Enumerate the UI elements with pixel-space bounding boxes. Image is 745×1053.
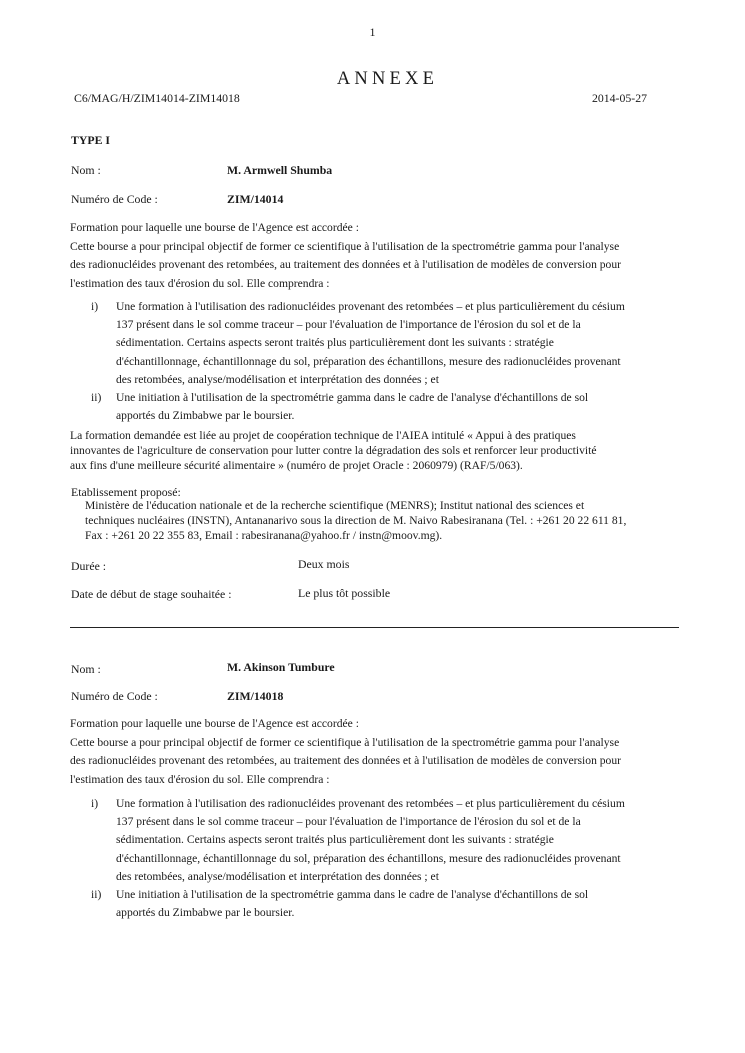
objective-line: Cette bourse a pour principal objectif de former ce scientifique à l'utilisation de la spectrométrie gamma pour l'analyse	[70, 239, 620, 253]
list-item-line: 137 présent dans le sol comme traceur – pour l'évaluation de l'importance de l'érosion du sol et de la	[116, 318, 581, 332]
reference-code: C6/MAG/H/ZIM14014-ZIM14018	[74, 91, 240, 105]
objective-line: l'estimation des taux d'érosion du sol. Elle comprendra :	[70, 276, 330, 290]
institution-line: Ministère de l'éducation nationale et de la recherche scientifique (MENRS); Institut national des sciences et	[85, 499, 585, 512]
institution-line: techniques nucléaires (INSTN), Antananarivo sous la direction de M. Naivo Rabesiranana (Tel. : +261 20 22 611 81,	[85, 514, 627, 528]
fellow1-code: ZIM/14014	[227, 192, 284, 206]
institution-label: Etablissement proposé:	[71, 485, 181, 499]
fellow1-code-label: Numéro de Code :	[71, 192, 158, 206]
start-date-label: Date de début de stage souhaitée :	[71, 587, 232, 601]
list-item-line: des retombées, analyse/modélisation et interprétation des données ; et	[116, 372, 439, 386]
start-date-value: Le plus tôt possible	[298, 586, 391, 600]
type-label: TYPE I	[71, 133, 111, 147]
list-item-line: apportés du Zimbabwe par le boursier.	[116, 409, 295, 423]
project-line: La formation demandée est liée au projet de coopération technique de l'AIEA intitulé « Appui à des pratiques	[70, 429, 576, 442]
document-date: 2014-05-27	[591, 91, 647, 105]
fellow2-objective	[70, 715, 679, 789]
section-divider	[70, 627, 679, 628]
page-number: 1	[369, 25, 376, 39]
list-item-line: d'échantillonnage, échantillonnage du sol, préparation des échantillons, mesure des radionucléides provenant	[116, 354, 621, 368]
fellow1-institution	[85, 498, 679, 544]
duration-value: Deux mois	[298, 557, 350, 571]
objective-line: des radionucléides provenant des retombées, au traitement des données et à l'utilisation de modèles de conversion pour	[70, 754, 622, 768]
objective-line: Cette bourse a pour principal objectif de former ce scientifique à l'utilisation de la spectrométrie gamma pour l'analyse	[70, 735, 620, 749]
list-item-line: Une formation à l'utilisation des radionucléides provenant des retombées – et plus particulièrement du césium	[116, 797, 625, 810]
fellow2-name: M. Akinson Tumbure	[227, 660, 335, 674]
fellow2-code-label: Numéro de Code :	[71, 689, 158, 703]
fellow1-name: M. Armwell Shumba	[227, 163, 333, 177]
list-marker: ii)	[91, 888, 102, 902]
list-item	[91, 886, 679, 922]
list-item	[91, 795, 679, 886]
fellow2-code: ZIM/14018	[227, 689, 284, 703]
list-item-line: Une initiation à l'utilisation de la spectrométrie gamma dans le cadre de l'analyse d'échantillons de sol	[116, 888, 589, 902]
list-marker: i)	[91, 797, 99, 810]
list-item	[91, 298, 679, 389]
fellow1-name-label: Nom :	[71, 163, 101, 177]
formation-intro: Formation pour laquelle une bourse de l'Agence est accordée :	[70, 221, 359, 234]
project-line: aux fins d'une meilleure sécurité alimentaire » (numéro de projet Oracle : 2060979) (RAF/5/063).	[70, 459, 523, 473]
project-line: innovantes de l'agriculture de conservation pour lutter contre la dégradation des sols et renforcer leur productivité	[70, 444, 597, 458]
list-item-line: apportés du Zimbabwe par le boursier.	[116, 906, 295, 920]
objective-line: l'estimation des taux d'érosion du sol. Elle comprendra :	[70, 772, 330, 786]
fellow1-objective	[70, 219, 679, 293]
list-item-line: des retombées, analyse/modélisation et interprétation des données ; et	[116, 869, 439, 883]
list-item-line: Une initiation à l'utilisation de la spectrométrie gamma dans le cadre de l'analyse d'échantillons de sol	[116, 391, 589, 405]
institution-line: Fax : +261 20 22 355 83, Email : rabesiranana@yahoo.fr / instn@moov.mg).	[85, 529, 443, 543]
fellow2-training-list	[91, 795, 679, 922]
page-title: ANNEXE	[336, 69, 439, 89]
list-item-line: 137 présent dans le sol comme traceur – pour l'évaluation de l'importance de l'érosion du sol et de la	[116, 815, 581, 829]
fellow2-name-label: Nom :	[71, 662, 101, 676]
list-item-line: sédimentation. Certains aspects seront traités plus particulièrement dont les suivants : stratégie	[116, 336, 554, 350]
list-item-line: sédimentation. Certains aspects seront traités plus particulièrement dont les suivants : stratégie	[116, 833, 554, 847]
duration-label: Durée :	[71, 559, 107, 573]
objective-line: des radionucléides provenant des retombées, au traitement des données et à l'utilisation de modèles de conversion pour	[70, 258, 622, 272]
list-marker: i)	[91, 300, 99, 313]
fellow1-training-list	[91, 298, 679, 425]
list-item-line: d'échantillonnage, échantillonnage du sol, préparation des échantillons, mesure des radionucléides provenant	[116, 851, 621, 865]
list-item	[91, 389, 679, 425]
list-item-line: Une formation à l'utilisation des radionucléides provenant des retombées – et plus particulièrement du césium	[116, 300, 625, 313]
formation-intro: Formation pour laquelle une bourse de l'Agence est accordée :	[70, 717, 359, 730]
fellow1-project	[70, 428, 679, 474]
list-marker: ii)	[91, 391, 102, 405]
